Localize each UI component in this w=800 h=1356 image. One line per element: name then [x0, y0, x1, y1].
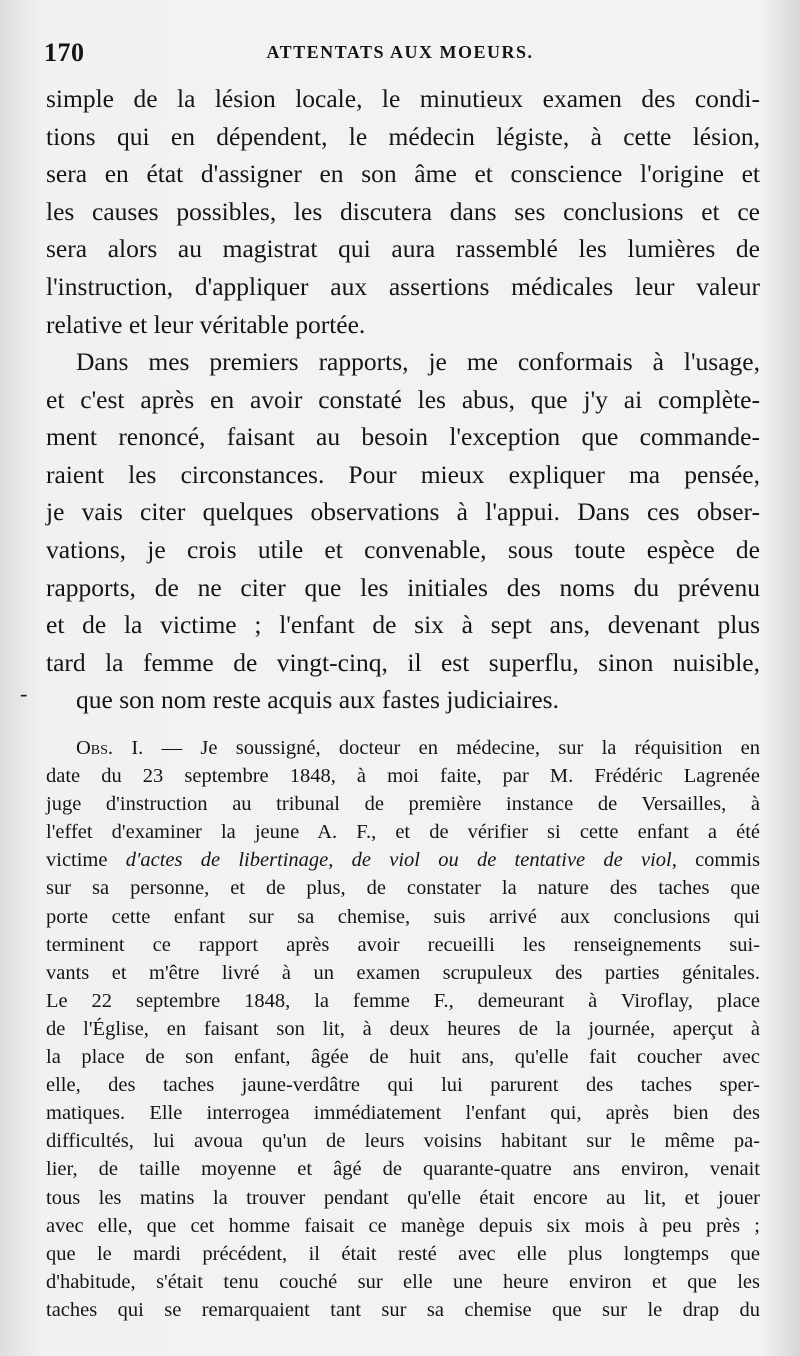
running-title: ATTENTATS AUX MOEURS.: [266, 42, 534, 62]
text-line: rapports, de ne citer que les initiales des noms du prévenu: [46, 572, 760, 602]
text-line: simple de la lésion locale, le minutieux examen des condi-: [46, 84, 760, 113]
text-segment: commis: [676, 849, 761, 872]
margin-mark: -: [20, 681, 28, 706]
text-line: vants et m'être livré à un examen scrupuleux des parties génitales.: [46, 961, 760, 984]
text-line: sera alors au magistrat qui aura rassemblé les lumières de: [46, 234, 760, 264]
text-line: matiques. Elle interrogea immédiatement l'enfant qui, après bien des: [46, 1102, 760, 1125]
paragraph-1: [46, 80, 760, 343]
text-line: et c'est après en avoir constaté les abus, que j'y ai complète-: [46, 384, 760, 414]
paragraph-2: [46, 343, 760, 719]
italic-phrase: d'actes de libertinage, de viol ou de tentative de viol,: [125, 849, 677, 872]
text-line: l'instruction, d'appliquer aux assertions médicales leur valeur: [46, 271, 760, 301]
text-line: que le mardi précédent, il était resté avec elle plus longtemps que: [46, 1242, 760, 1265]
text-line: elle, des taches jaune-verdâtre qui lui parurent des taches sper-: [46, 1074, 760, 1097]
text-line: je vais citer quelques observations à l'appui. Dans ces obser-: [46, 497, 760, 527]
text-line: ment renoncé, faisant au besoin l'exception que commande-: [46, 422, 760, 452]
text-line: date du 23 septembre 1848, à moi faite, par M. Frédéric Lagrenée: [46, 765, 760, 788]
text-line: tous les matins la trouver pendant qu'elle était encore au lit, et jouer: [46, 1186, 760, 1209]
text-line: avec elle, que cet homme faisait ce manège depuis six mois à peu près ;: [46, 1214, 760, 1237]
text-line: vations, je crois utile et convenable, sous toute espèce de: [46, 534, 760, 564]
text-line: Le 22 septembre 1848, la femme F., demeurant à Viroflay, place: [46, 989, 760, 1012]
page-header: [44, 38, 756, 70]
text-line: sera en état d'assigner en son âme et conscience l'origine et: [46, 159, 760, 189]
text-line: difficultés, lui avoua qu'un de leurs voisins habitant sur le même pa-: [46, 1130, 760, 1153]
text-line: juge d'instruction au tribunal de première instance de Versailles, à: [46, 793, 760, 816]
text-line: les causes possibles, les discutera dans ses conclusions et ce: [46, 196, 760, 226]
text-line: que son nom reste acquis aux fastes judiciaires.: [76, 685, 559, 715]
text-line: porte cette enfant sur sa chemise, suis arrivé aux conclusions qui: [46, 905, 760, 928]
text-line: sur sa personne, et de plus, de constater la nature des taches que: [46, 877, 760, 900]
observation-label: Obs. I.: [76, 737, 144, 759]
observation-1: [46, 734, 760, 1324]
page-number: 170: [44, 38, 85, 67]
text-line: d'habitude, s'était tenu couché sur elle une heure environ et que les: [46, 1270, 760, 1293]
text-line: relative et leur véritable portée.: [46, 309, 366, 339]
text-line: [46, 846, 760, 874]
text-line: terminent ce rapport après avoir recueilli les renseignements sui-: [46, 933, 760, 956]
text-line: et de la victime ; l'enfant de six à sept ans, devenant plus: [46, 610, 760, 640]
text-line: la place de son enfant, âgée de huit ans, qu'elle fait coucher avec: [46, 1046, 760, 1069]
text-line: raient les circonstances. Pour mieux expliquer ma pensée,: [46, 459, 760, 489]
observation-heading-line: [46, 734, 760, 762]
text-line: taches qui se remarquaient tant sur sa chemise que sur le drap du: [46, 1298, 760, 1321]
text-line: lier, de taille moyenne et âgé de quarante-quatre ans environ, venait: [46, 1158, 760, 1181]
text-line: l'effet d'examiner la jeune A. F., et de vérifier si cette enfant a été: [46, 821, 760, 844]
text-line: tions qui en dépendent, le médecin légiste, à cette lésion,: [46, 121, 760, 151]
text-line: tard la femme de vingt-cinq, il est superflu, sinon nuisible,: [46, 647, 760, 677]
text-line: Dans mes premiers rapports, je me conformais à l'usage,: [76, 347, 760, 376]
observation-text: — Je soussigné, docteur en médecine, sur la réquisition en: [143, 737, 760, 759]
text-line: de l'Église, en faisant son lit, à deux heures de la journée, aperçut à: [46, 1017, 760, 1040]
text-segment: victime: [46, 849, 126, 872]
